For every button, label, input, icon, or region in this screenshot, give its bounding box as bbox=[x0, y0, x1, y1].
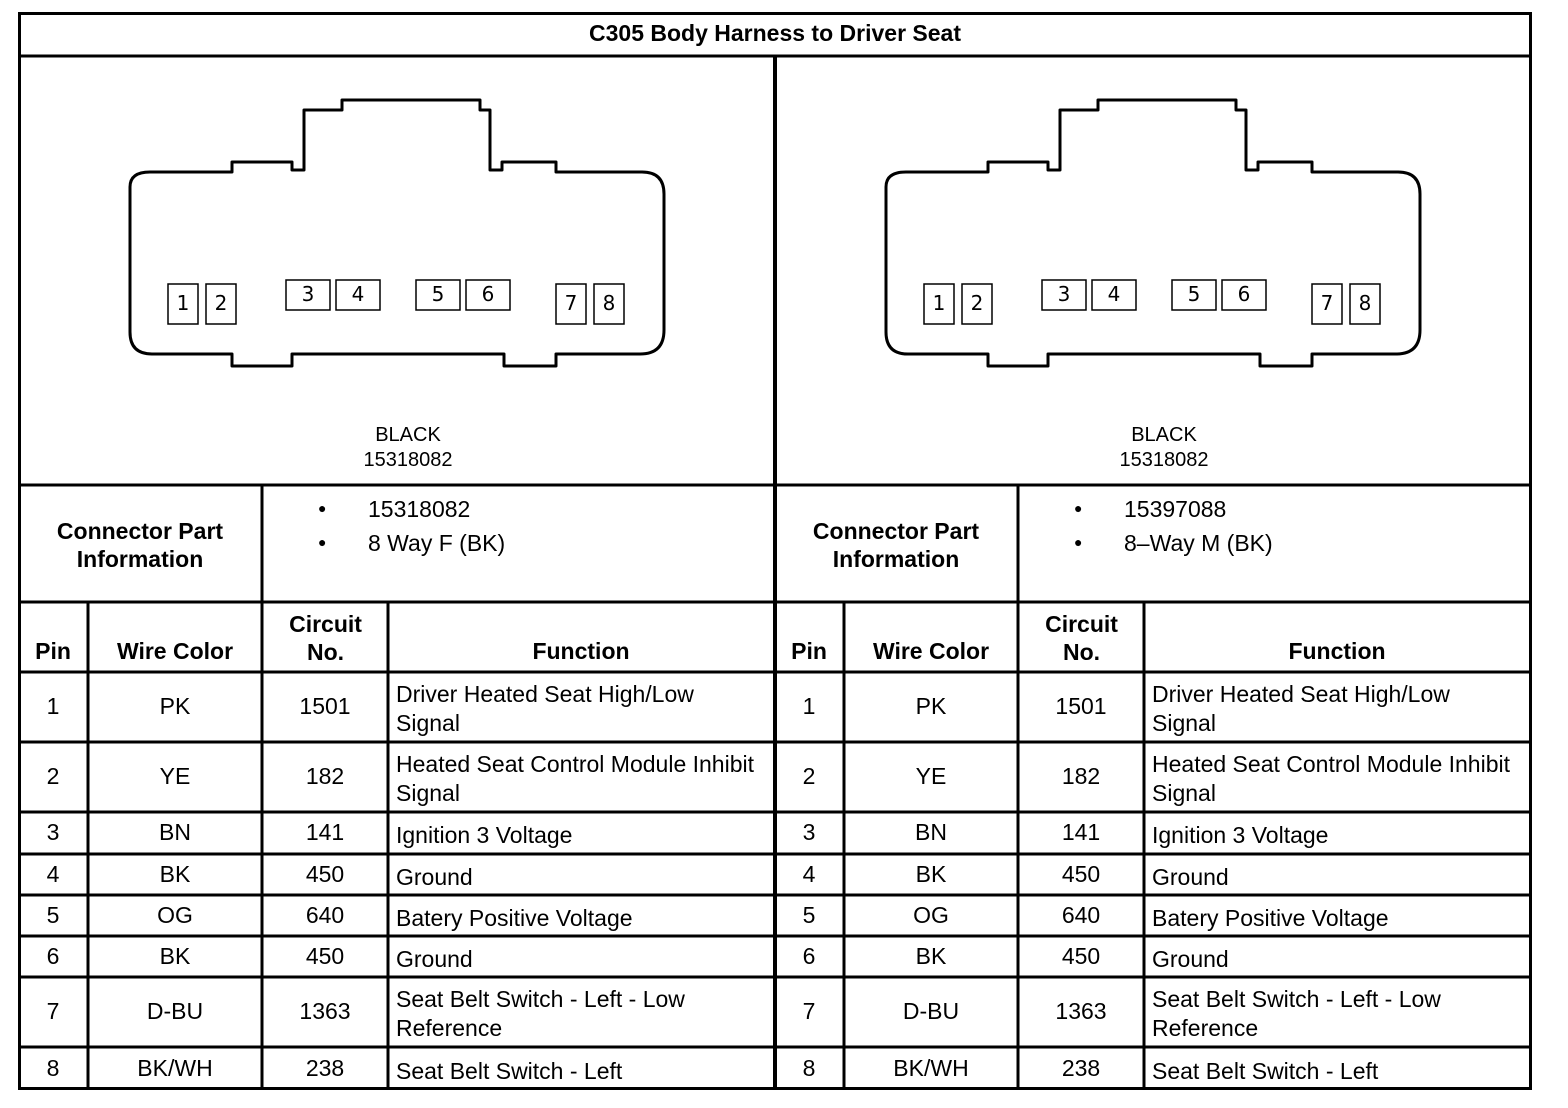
circuit-number-cell: 450 bbox=[305, 942, 345, 969]
page-title: C305 Body Harness to Driver Seat bbox=[589, 20, 961, 46]
circuit-number-cell: 640 bbox=[1061, 901, 1101, 928]
function-cell: Seat Belt Switch - Left - Low Reference bbox=[1152, 986, 1441, 1041]
header-circuit-no: Circuit No. bbox=[289, 611, 362, 665]
circuit-number-cell: 182 bbox=[305, 763, 345, 789]
header-pin: Pin bbox=[35, 638, 71, 664]
pin-cavity-label: 5 bbox=[431, 282, 445, 306]
pin-cavity-label: 8 bbox=[602, 291, 616, 315]
bullet-icon: ● bbox=[318, 534, 327, 550]
function-cell: Ground bbox=[1152, 945, 1229, 972]
wire-color-cell: D-BU bbox=[146, 998, 204, 1024]
function-cell: Seat Belt Switch - Left bbox=[396, 1057, 623, 1084]
circuit-number-cell: 640 bbox=[305, 901, 345, 928]
pin-number-cell: 8 bbox=[46, 1054, 60, 1081]
pin-number-cell: 5 bbox=[802, 901, 816, 928]
pin-cavity-label: 3 bbox=[301, 282, 315, 306]
wire-color-cell: BN bbox=[915, 819, 947, 845]
circuit-number-cell: 141 bbox=[1061, 819, 1101, 845]
circuit-number-cell: 1501 bbox=[299, 693, 351, 719]
pin-cavity-label: 5 bbox=[1187, 282, 1201, 306]
function-cell: Heated Seat Control Module Inhibit Signal bbox=[396, 751, 754, 806]
wire-color-cell: BK bbox=[159, 942, 191, 969]
function-cell: Ground bbox=[1152, 863, 1229, 890]
connector-info-item: 15318082 bbox=[368, 496, 471, 522]
wire-color-cell: BK/WH bbox=[137, 1054, 213, 1081]
wire-color-cell: PK bbox=[159, 693, 191, 719]
circuit-number-cell: 450 bbox=[1061, 860, 1101, 887]
pin-cavity-label: 2 bbox=[214, 291, 228, 315]
wire-color-cell: OG bbox=[913, 901, 949, 928]
pin-cavity-label: 2 bbox=[970, 291, 984, 315]
connector-part-number-label: 15318082 bbox=[363, 449, 453, 471]
pin-number-cell: 2 bbox=[46, 763, 60, 789]
bullet-icon: ● bbox=[318, 500, 327, 516]
pin-cavity-label: 7 bbox=[1320, 291, 1334, 315]
pin-cavity-label: 6 bbox=[1237, 282, 1251, 306]
function-cell: Ignition 3 Voltage bbox=[396, 822, 573, 848]
header-circuit-no: Circuit No. bbox=[1045, 611, 1118, 665]
circuit-number-cell: 1363 bbox=[1055, 998, 1107, 1024]
bullet-icon: ● bbox=[1074, 534, 1083, 550]
function-cell: Ground bbox=[396, 945, 473, 972]
pin-number-cell: 8 bbox=[802, 1054, 816, 1081]
pin-number-cell: 4 bbox=[802, 860, 816, 887]
function-cell: Driver Heated Seat High/Low Signal bbox=[396, 681, 694, 736]
pin-cavity-label: 8 bbox=[1358, 291, 1372, 315]
circuit-number-cell: 1363 bbox=[299, 998, 351, 1024]
circuit-number-cell: 238 bbox=[305, 1054, 345, 1081]
circuit-number-cell: 450 bbox=[1061, 942, 1101, 969]
function-cell: Ground bbox=[396, 863, 473, 890]
connector-outline bbox=[886, 100, 1420, 366]
circuit-number-cell: 141 bbox=[305, 819, 345, 845]
pin-number-cell: 1 bbox=[802, 693, 816, 719]
pin-cavity-label: 6 bbox=[481, 282, 495, 306]
pin-number-cell: 1 bbox=[46, 693, 60, 719]
wire-color-cell: YE bbox=[915, 763, 947, 789]
pin-number-cell: 3 bbox=[802, 819, 816, 845]
connector-part-number-label: 15318082 bbox=[1119, 449, 1209, 471]
bullet-icon: ● bbox=[1074, 500, 1083, 516]
wire-color-cell: BK bbox=[915, 860, 947, 887]
circuit-number-cell: 450 bbox=[305, 860, 345, 887]
connector-info-header: Connector Part Information bbox=[812, 518, 980, 572]
pin-cavity-label: 4 bbox=[1107, 282, 1121, 306]
function-cell: Seat Belt Switch - Left bbox=[1152, 1057, 1379, 1084]
pin-number-cell: 2 bbox=[802, 763, 816, 789]
connector-color-label: BLACK bbox=[1131, 424, 1197, 446]
connector-outline bbox=[130, 100, 664, 366]
header-function: Function bbox=[1288, 638, 1386, 664]
function-cell: Driver Heated Seat High/Low Signal bbox=[1152, 681, 1450, 736]
connector-info-item: 8–Way M (BK) bbox=[1124, 530, 1273, 556]
connector-info-item: 15397088 bbox=[1124, 496, 1227, 522]
pin-number-cell: 7 bbox=[802, 998, 816, 1024]
function-cell: Batery Positive Voltage bbox=[1152, 904, 1389, 931]
wire-color-cell: BK bbox=[159, 860, 191, 887]
pin-number-cell: 5 bbox=[46, 901, 60, 928]
connector-info-item: 8 Way F (BK) bbox=[368, 530, 506, 556]
wire-color-cell: BK bbox=[915, 942, 947, 969]
wire-color-cell: BN bbox=[159, 819, 191, 845]
header-wire-color: Wire Color bbox=[872, 638, 990, 664]
wire-color-cell: YE bbox=[159, 763, 191, 789]
function-cell: Seat Belt Switch - Left - Low Reference bbox=[396, 986, 685, 1041]
pin-cavity-label: 1 bbox=[176, 291, 190, 315]
pin-cavity-label: 1 bbox=[932, 291, 946, 315]
wire-color-cell: D-BU bbox=[902, 998, 960, 1024]
wire-color-cell: PK bbox=[915, 693, 947, 719]
pin-cavity-label: 4 bbox=[351, 282, 365, 306]
wire-color-cell: OG bbox=[157, 901, 193, 928]
pin-number-cell: 7 bbox=[46, 998, 60, 1024]
pin-cavity-label: 3 bbox=[1057, 282, 1071, 306]
function-cell: Heated Seat Control Module Inhibit Signal bbox=[1152, 751, 1510, 806]
wire-color-cell: BK/WH bbox=[893, 1054, 969, 1081]
connector-sheet bbox=[18, 12, 1532, 1090]
header-wire-color: Wire Color bbox=[116, 638, 234, 664]
function-cell: Ignition 3 Voltage bbox=[1152, 822, 1329, 848]
connector-info-header: Connector Part Information bbox=[56, 518, 224, 572]
pin-number-cell: 4 bbox=[46, 860, 60, 887]
pin-number-cell: 3 bbox=[46, 819, 60, 845]
pin-number-cell: 6 bbox=[802, 942, 816, 969]
header-pin: Pin bbox=[791, 638, 827, 664]
circuit-number-cell: 1501 bbox=[1055, 693, 1107, 719]
connector-color-label: BLACK bbox=[375, 424, 441, 446]
function-cell: Batery Positive Voltage bbox=[396, 904, 633, 931]
circuit-number-cell: 182 bbox=[1061, 763, 1101, 789]
pin-number-cell: 6 bbox=[46, 942, 60, 969]
circuit-number-cell: 238 bbox=[1061, 1054, 1101, 1081]
header-function: Function bbox=[532, 638, 630, 664]
pin-cavity-label: 7 bbox=[564, 291, 578, 315]
